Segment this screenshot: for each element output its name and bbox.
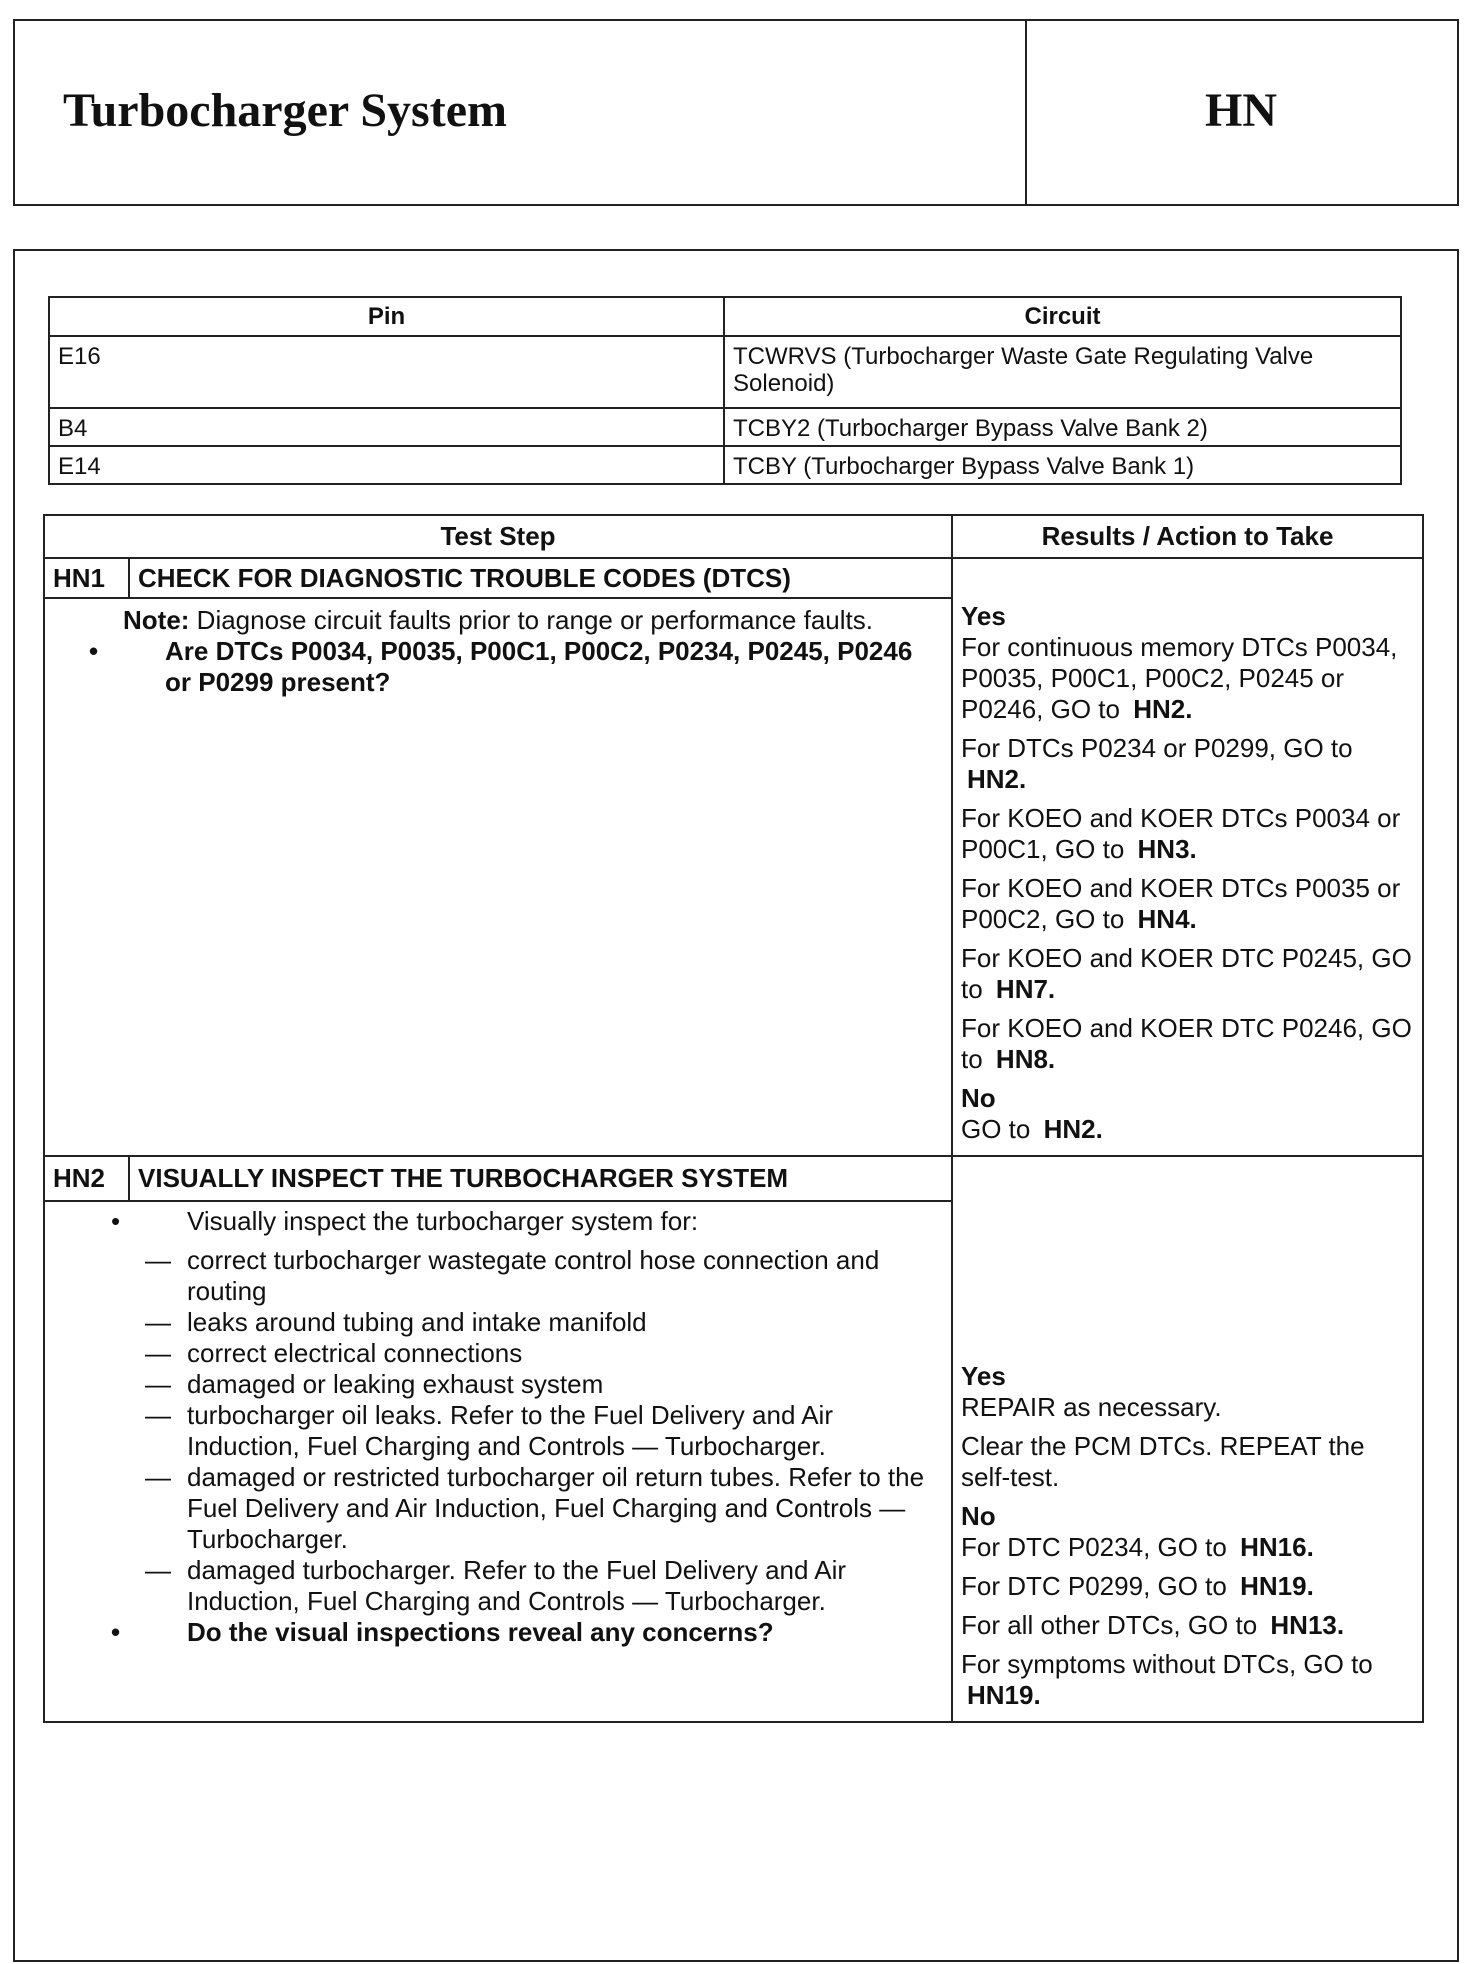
step-title-row xyxy=(44,558,1423,598)
circuit-cell: TCBY (Turbocharger Bypass Valve Bank 1) xyxy=(724,446,1401,484)
action-text: For DTCs P0234 or P0299, GO to xyxy=(961,733,1353,763)
step-title-row xyxy=(44,1156,1423,1201)
inspection-item: — correct electrical connections xyxy=(103,1338,943,1369)
step-link[interactable]: HN2. xyxy=(1043,1114,1103,1144)
inspection-item: — correct turbocharger wastegate control hose connection and routing xyxy=(103,1245,943,1307)
result-action xyxy=(961,1013,1414,1075)
action-text: REPAIR as necessary. xyxy=(961,1392,1222,1422)
section-code: HN xyxy=(1205,84,1277,137)
result-action xyxy=(961,1649,1414,1711)
action-text: For continuous memory DTCs P0034, P0035, P00C1, P00C2, P0245 or P0246, GO to xyxy=(961,632,1398,724)
no-label: No xyxy=(961,1501,996,1531)
circuit-header: Circuit xyxy=(724,297,1401,336)
action-text: For DTC P0299, GO to xyxy=(961,1571,1235,1601)
inspection-item: — leaks around tubing and intake manifold xyxy=(103,1307,943,1338)
note: Note: Diagnose circuit faults prior to range or performance faults. xyxy=(123,605,873,636)
step-id: HN1 xyxy=(44,558,129,598)
yes-label: Yes xyxy=(961,601,1006,631)
action-text: For symptoms without DTCs, GO to xyxy=(961,1649,1373,1679)
inspection-item: — turbocharger oil leaks. Refer to the Fuel Delivery and Air Induction, Fuel Charging and Controls — Turbocharger. xyxy=(103,1400,943,1462)
step-results xyxy=(952,1156,1423,1722)
results-header: Results / Action to Take xyxy=(952,515,1423,558)
step-link[interactable]: HN19. xyxy=(967,1680,1041,1710)
step-id: HN2 xyxy=(44,1156,129,1201)
step-link[interactable]: HN19. xyxy=(1240,1571,1314,1601)
test-step-header: Test Step xyxy=(44,515,952,558)
no-label: No xyxy=(961,1083,996,1113)
action-text: For KOEO and KOER DTCs P0035 or P00C2, GO to xyxy=(961,873,1401,934)
action-text: Clear the PCM DTCs. REPEAT the self-test. xyxy=(961,1431,1365,1492)
table-row xyxy=(49,446,1401,484)
yes-label: Yes xyxy=(961,1361,1006,1391)
table-row xyxy=(49,408,1401,446)
inspection-item: — damaged or leaking exhaust system xyxy=(103,1369,943,1400)
result-action xyxy=(961,632,1414,725)
result-action xyxy=(961,733,1414,795)
test-step-table xyxy=(43,514,1424,1723)
pin-cell: E14 xyxy=(49,446,724,484)
step-body xyxy=(44,598,952,1156)
step-link[interactable]: HN16. xyxy=(1240,1532,1314,1562)
circuit-cell: TCWRVS (Turbocharger Waste Gate Regulating Valve Solenoid) xyxy=(724,336,1401,408)
step-link[interactable]: HN2. xyxy=(1133,694,1193,724)
page-header xyxy=(13,19,1459,206)
result-action xyxy=(961,1532,1414,1563)
step-link[interactable]: HN13. xyxy=(1270,1610,1345,1640)
inspection-item: — damaged or restricted turbocharger oil return tubes. Refer to the Fuel Delivery and Air Induction, Fuel Charging and Controls — Turbocharger. xyxy=(103,1462,943,1555)
step-results xyxy=(952,558,1423,1156)
action-text: For KOEO and KOER DTCs P0034 or P00C1, GO to xyxy=(961,803,1401,864)
pin-cell: B4 xyxy=(49,408,724,446)
inspection-intro: • Visually inspect the turbocharger system for: xyxy=(103,1206,943,1237)
step-link[interactable]: HN3. xyxy=(1137,834,1197,864)
pin-table xyxy=(48,296,1402,485)
step-link[interactable]: HN7. xyxy=(995,974,1056,1004)
result-action xyxy=(961,1392,1414,1423)
step-link[interactable]: HN8. xyxy=(995,1044,1056,1074)
result-action xyxy=(961,873,1414,935)
result-action xyxy=(961,943,1414,1005)
result-action xyxy=(961,1571,1414,1602)
question: • Are DTCs P0034, P0035, P00C1, P00C2, P0234, P0245, P0246 or P0299 present? xyxy=(81,636,943,698)
step-title: CHECK FOR DIAGNOSTIC TROUBLE CODES (DTCS) xyxy=(129,558,952,598)
step-body xyxy=(44,1201,952,1722)
result-action xyxy=(961,803,1414,865)
action-text: For KOEO and KOER DTC P0246, GO to xyxy=(961,1013,1412,1074)
step-link[interactable]: HN4. xyxy=(1137,904,1197,934)
result-action xyxy=(961,1114,1414,1145)
action-text: For all other DTCs, GO to xyxy=(961,1610,1265,1640)
step-link[interactable]: HN2. xyxy=(967,764,1027,794)
page-title: Turbocharger System xyxy=(63,84,507,137)
table-row xyxy=(49,336,1401,408)
inspection-list xyxy=(145,1245,943,1617)
inspection-item: — damaged turbocharger. Refer to the Fuel Delivery and Air Induction, Fuel Charging and Controls — Turbocharger. xyxy=(103,1555,943,1617)
result-action xyxy=(961,1431,1414,1493)
pin-cell: E16 xyxy=(49,336,724,408)
action-text: For DTC P0234, GO to xyxy=(961,1532,1235,1562)
circuit-cell: TCBY2 (Turbocharger Bypass Valve Bank 2) xyxy=(724,408,1401,446)
action-text: GO to xyxy=(961,1114,1038,1144)
question: • Do the visual inspections reveal any concerns? xyxy=(103,1617,943,1648)
result-action xyxy=(961,1610,1414,1641)
action-text: For KOEO and KOER DTC P0245, GO to xyxy=(961,943,1412,1004)
pin-header: Pin xyxy=(49,297,724,336)
step-title: VISUALLY INSPECT THE TURBOCHARGER SYSTEM xyxy=(129,1156,952,1201)
